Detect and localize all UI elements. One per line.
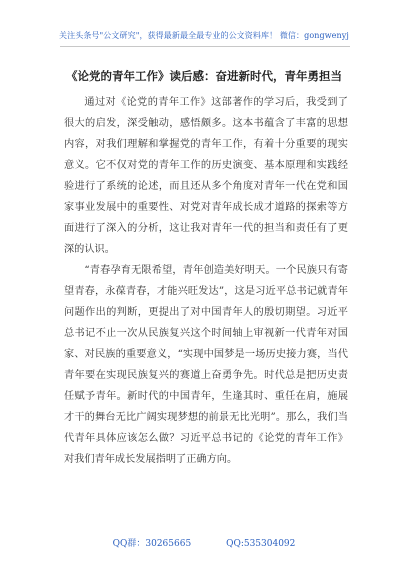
- paragraph: 通过对《论党的青年工作》这部著作的学习后，我受到了很大的启发，深受触动，感悟颇多。这本书蕴含了丰富的思想内容，对我们理解和掌握党的青年工作，有着十分重要的现实意义。它不仅对党的青年工作的历史演变、基本原理和实践经验进行了系统的论述，而且还从多个角度对青年一代在党和国家事业发展中的重要性、对党对青年成长成才道路的探索等方面进行了深入的分析，这让我对青年一代的担当和责任有了更深的认识。: [64, 97, 348, 255]
- document-title: 《论党的青年工作》读后感：奋进新时代，青年勇担当: [66, 69, 342, 83]
- header-banner: 关注头条号"公文研究"，获得最新最全最专业的公文资料库！ 微信：gongwenyj: [59, 31, 349, 40]
- header-divider: [60, 46, 350, 47]
- footer-qq: QQ:535304092: [226, 539, 296, 549]
- paragraph: “青春孕育无限希望，青年创造美好明天。一个民族只有寄望青春，永葆青春，才能兴旺发达”，这是习近平总书记就青年问题作出的判断，更提出了对中国青年人的殷切期望。习近平总书记不止一次从民族复兴这个时间轴上审视新一代青年对国家、对民族的重要意义，“实现中国梦是一场历史接力赛，当代青年要在实现民族复兴的赛道上奋勇争先。时代总是把历史责任赋予青年。新时代的中国青年，生逢其时、重任在肩，施展才干的舞台无比广阔实现梦想的前景无比光明”。那么，我们当代青年具体应该怎么做？习近平总书记的《论党的青年工作》对我们青年成长发展指明了正确方向。: [64, 265, 348, 465]
- document-body: [64, 92, 348, 470]
- footer-contacts: [0, 536, 408, 549]
- footer-qq-group: QQ群：30265665: [112, 539, 192, 549]
